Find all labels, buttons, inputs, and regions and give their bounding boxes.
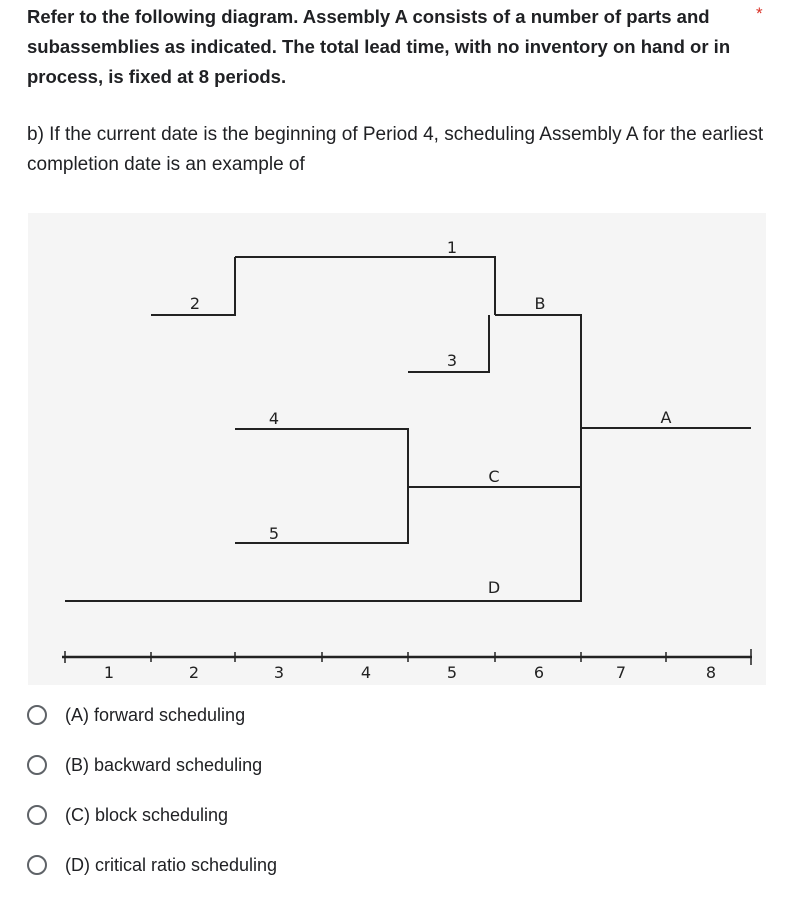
bar-part-4 xyxy=(235,429,408,487)
option-label[interactable]: (C) block scheduling xyxy=(65,804,229,825)
question-text: b) If the current date is the beginning of Period 4, scheduling Assembly A for the earliest completion date is an example of xyxy=(27,124,764,175)
label-part-4: 4 xyxy=(268,409,280,428)
label-part-3: 3 xyxy=(446,351,458,370)
required-asterisk: * xyxy=(756,4,763,23)
label-assembly-a: A xyxy=(660,408,672,427)
period-label-2: 2 xyxy=(188,663,200,682)
product-structure-chart xyxy=(28,213,766,685)
label-sub-b: B xyxy=(534,294,546,313)
option-label[interactable]: (D) critical ratio scheduling xyxy=(65,854,278,875)
period-label-8: 8 xyxy=(705,663,717,682)
period-label-4: 4 xyxy=(360,663,372,682)
radio-button[interactable] xyxy=(27,805,47,825)
label-sub-c: C xyxy=(488,467,500,486)
option-b[interactable] xyxy=(27,750,727,780)
bar-part-5 xyxy=(235,487,408,543)
label-part-2: 2 xyxy=(189,294,201,313)
bar-part-1 xyxy=(235,257,495,315)
period-label-3: 3 xyxy=(273,663,285,682)
assembly-diagram xyxy=(28,213,766,685)
option-a[interactable] xyxy=(27,700,727,730)
period-label-5: 5 xyxy=(446,663,458,682)
radio-button[interactable] xyxy=(27,705,47,725)
option-d[interactable] xyxy=(27,850,727,880)
period-label-1: 1 xyxy=(103,663,115,682)
question-intro: Refer to the following diagram. Assembly A consists of a number of parts and subassemblies as indicated. The total lead time, with no inventory on hand or in process, is fixed at 8 periods. xyxy=(27,6,731,87)
period-label-7: 7 xyxy=(615,663,627,682)
label-part-1: 1 xyxy=(446,238,458,257)
option-label[interactable]: (B) backward scheduling xyxy=(65,754,263,775)
option-c[interactable] xyxy=(27,800,727,830)
label-part-5: 5 xyxy=(268,524,280,543)
radio-button[interactable] xyxy=(27,755,47,775)
radio-button[interactable] xyxy=(27,855,47,875)
bar-sub-b xyxy=(495,315,581,428)
bar-sub-d xyxy=(65,428,581,601)
answer-options xyxy=(27,700,727,900)
label-sub-d: D xyxy=(487,578,501,597)
option-label[interactable]: (A) forward scheduling xyxy=(65,704,246,725)
period-label-6: 6 xyxy=(533,663,545,682)
